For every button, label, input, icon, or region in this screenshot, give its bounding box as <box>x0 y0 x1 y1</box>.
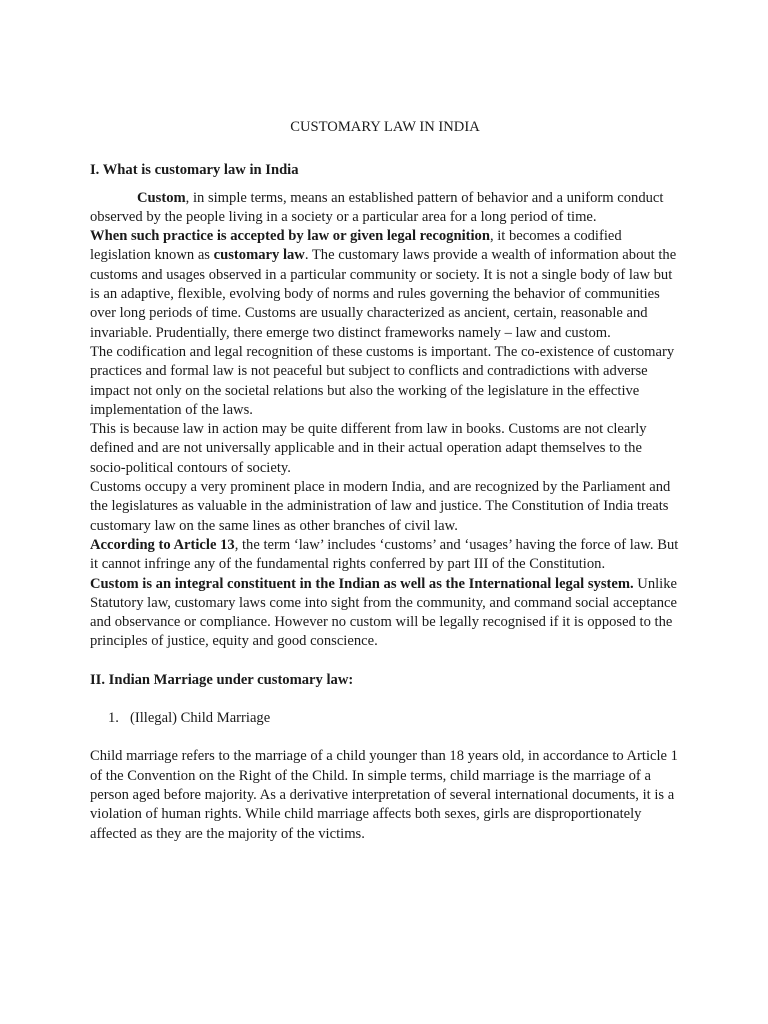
paragraph-text: Unlike Statutory law, customary laws come into sight from the community, and command social acceptance and observance or compliance. However no custom will be legally recognised if it is opposed to the principles of justice, equity and good conscience. <box>90 575 678 650</box>
section-heading-1: I. What is customary law in India <box>90 162 299 179</box>
list-item-label: (Illegal) Child Marriage <box>130 710 271 727</box>
paragraph-text: , the term ‘law’ includes ‘customs’ and ‘usages’ having the force of law. But it cannot infringe any of the fundamental rights conferred by part III of the Constitution. <box>90 536 679 573</box>
paragraph-child-marriage: Child marriage refers to the marriage of a child younger than 18 years old, in accordance to Article 1 of the Convention on the Right of the Child. In simple terms, child marriage is the marriage of a person aged before majority. As a derivative interpretation of several international documents, it is a violation of human rights. While child marriage affects both sexes, girls are disproportionately affected as they are the majority of the victims. <box>90 748 678 842</box>
list-item-child-marriage <box>90 709 680 728</box>
paragraph-legal-recognition <box>90 227 680 343</box>
paragraph-codification: The codification and legal recognition of these customs is important. The co-existence of customary practices and formal law is not peaceful but subject to conflicts and contradictions with adverse impact not only on the societal relations but also the working of the legislature in the effective implementation of the laws. <box>90 343 675 418</box>
document-page <box>90 118 680 844</box>
paragraph-law-in-action: This is because law in action may be quite different from law in books. Customs are not clearly defined and are not universally applicable and in their actual operation adapt themselves to the socio-political contours of society. <box>90 421 647 476</box>
bold-phrase: When such practice is accepted by law or given legal recognition <box>90 228 490 245</box>
paragraph-custom-definition <box>90 189 680 228</box>
section-heading-2: II. Indian Marriage under customary law: <box>90 671 354 688</box>
paragraph-article-13 <box>90 536 680 575</box>
bold-term-custom: Custom <box>137 189 186 206</box>
paragraph-modern-india: Customs occupy a very prominent place in modern India, and are recognized by the Parliament and the legislatures as valuable in the administration of law and justice. The Constitution of India treats customary law on the same lines as other branches of civil law. <box>90 479 671 534</box>
paragraph-text: , in simple terms, means an established pattern of behavior and a uniform conduct observed by the people living in a society or a particular area for a long period of time. <box>90 189 664 225</box>
bold-phrase-article-13: According to Article 13 <box>90 536 235 553</box>
paragraph-text: . The customary laws provide a wealth of information about the customs and usages observed in a particular community or society. It is not a single body of law but is an adaptive, flexible, evolving body of norms and rules governing the behavior of communities over long periods of time. Customs are usually characterized as ancient, certain, reasonable and invariable. Prudentially, there emerge two distinct frameworks namely – law and custom. <box>90 247 677 341</box>
document-title: CUSTOMARY LAW IN INDIA <box>290 119 480 135</box>
list-number: 1. <box>108 710 119 727</box>
bold-term-customary-law: customary law <box>213 247 305 264</box>
paragraph-text: , it becomes a codified legislation known as <box>90 228 622 264</box>
bold-phrase: Custom is an integral constituent in the Indian as well as the International legal system. <box>90 575 634 592</box>
paragraph-integral-constituent <box>90 575 680 652</box>
